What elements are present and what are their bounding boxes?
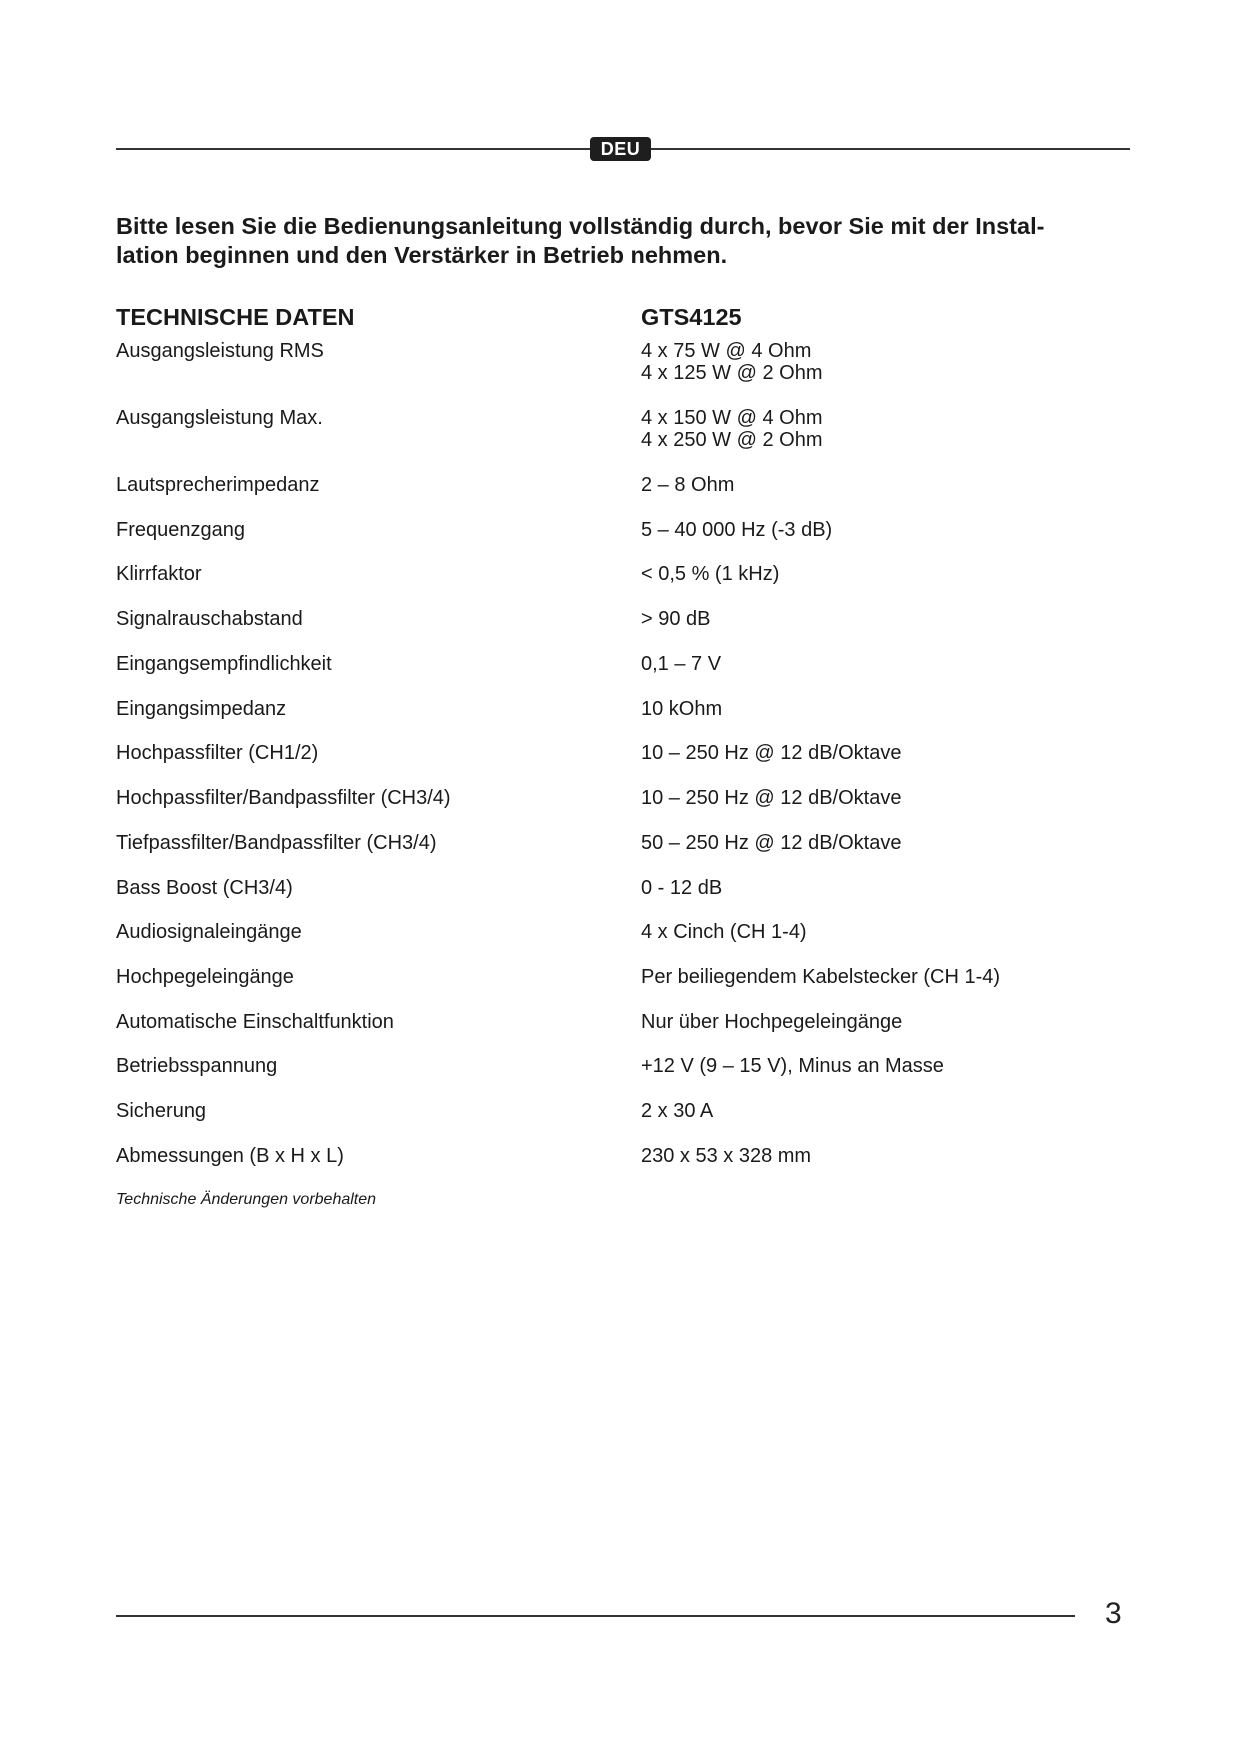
spec-values — [641, 340, 822, 384]
spec-label: Eingangsempfindlichkeit — [116, 653, 332, 675]
spec-label: Sicherung — [116, 1100, 207, 1122]
spec-value: 2 x 30 A — [641, 1100, 714, 1122]
spec-row — [116, 742, 1126, 787]
spec-value: 4 x 150 W @ 4 Ohm — [641, 407, 823, 429]
spec-values — [641, 966, 1000, 988]
spec-values — [641, 1011, 902, 1033]
spec-values — [641, 742, 901, 764]
spec-label: Klirrfaktor — [116, 563, 202, 585]
spec-row — [116, 966, 1126, 1011]
intro-paragraph — [116, 212, 1126, 270]
spec-value: 10 – 250 Hz @ 12 dB/Oktave — [641, 742, 902, 764]
spec-value: 4 x 125 W @ 2 Ohm — [641, 362, 823, 384]
spec-label: Automatische Einschaltfunktion — [116, 1011, 394, 1033]
spec-value: 10 – 250 Hz @ 12 dB/Oktave — [641, 787, 902, 809]
spec-label: Ausgangsleistung RMS — [116, 340, 324, 362]
spec-row — [116, 1100, 1126, 1145]
spec-row — [116, 474, 1126, 519]
spec-values — [641, 1145, 811, 1167]
spec-label: Lautsprecherimpedanz — [116, 474, 320, 496]
spec-row — [116, 787, 1126, 832]
spec-value: 10 kOhm — [641, 698, 723, 720]
spec-label: Ausgangsleistung Max. — [116, 407, 323, 429]
section-title: TECHNISCHE DATEN — [116, 304, 355, 330]
spec-value: 5 – 40 000 Hz (-3 dB) — [641, 519, 833, 541]
spec-row — [116, 519, 1126, 563]
spec-value: < 0,5 % (1 kHz) — [641, 563, 780, 585]
spec-value: +12 V (9 – 15 V), Minus an Masse — [641, 1055, 944, 1077]
spec-value: 230 x 53 x 328 mm — [641, 1145, 812, 1167]
spec-values — [641, 787, 901, 809]
spec-values — [641, 877, 722, 899]
spec-value: 4 x Cinch (CH 1-4) — [641, 921, 807, 943]
header-rule-right — [651, 148, 1130, 150]
spec-label: Abmessungen (B x H x L) — [116, 1145, 344, 1167]
spec-values — [641, 653, 721, 675]
spec-row — [116, 832, 1126, 877]
spec-values — [641, 563, 779, 585]
intro-line: Bitte lesen Sie die Bedienungsanleitung vollständig durch, bevor Sie mit der Instal- — [116, 213, 1045, 239]
spec-label: Hochpassfilter/Bandpassfilter (CH3/4) — [116, 787, 451, 809]
spec-label: Audiosignaleingänge — [116, 921, 302, 943]
spec-row — [116, 608, 1126, 653]
language-badge: DEU — [590, 137, 651, 161]
spec-value: 50 – 250 Hz @ 12 dB/Oktave — [641, 832, 902, 854]
spec-row — [116, 563, 1126, 608]
spec-label: Betriebsspannung — [116, 1055, 278, 1077]
spec-value: Per beiliegendem Kabelstecker (CH 1-4) — [641, 966, 1001, 988]
spec-value: 0,1 – 7 V — [641, 653, 722, 675]
spec-row — [116, 921, 1126, 966]
spec-label: Eingangsimpedanz — [116, 698, 287, 720]
spec-row — [116, 340, 1126, 407]
spec-label: Hochpassfilter (CH1/2) — [116, 742, 319, 764]
spec-label: Tiefpassfilter/Bandpassfilter (CH3/4) — [116, 832, 437, 854]
spec-row — [116, 407, 1126, 474]
spec-values — [641, 519, 832, 541]
spec-values — [641, 921, 807, 943]
header-rule-left — [116, 148, 590, 150]
spec-value: > 90 dB — [641, 608, 711, 630]
page-number: 3 — [1105, 1597, 1122, 1630]
spec-row — [116, 698, 1126, 742]
spec-row — [116, 1011, 1126, 1055]
spec-value: 2 – 8 Ohm — [641, 474, 735, 496]
spec-values — [641, 608, 711, 630]
spec-values — [641, 407, 822, 451]
spec-value: Nur über Hochpegeleingänge — [641, 1011, 903, 1033]
spec-value: 0 - 12 dB — [641, 877, 723, 899]
spec-row — [116, 1145, 1126, 1185]
spec-label: Frequenzgang — [116, 519, 245, 541]
spec-row — [116, 653, 1126, 698]
spec-values — [641, 1055, 944, 1077]
model-title: GTS4125 — [641, 304, 742, 330]
footer-rule — [116, 1615, 1075, 1617]
spec-values — [641, 698, 722, 720]
spec-row — [116, 877, 1126, 921]
spec-label: Signalrauschabstand — [116, 608, 303, 630]
spec-row — [116, 1055, 1126, 1100]
spec-label: Hochpegeleingänge — [116, 966, 294, 988]
spec-values — [641, 474, 734, 496]
footnote: Technische Änderungen vorbehalten — [116, 1191, 377, 1208]
spec-value: 4 x 250 W @ 2 Ohm — [641, 429, 823, 451]
intro-line: lation beginnen und den Verstärker in Betrieb nehmen. — [116, 242, 728, 268]
spec-table — [116, 340, 1126, 1185]
spec-label: Bass Boost (CH3/4) — [116, 877, 293, 899]
spec-values — [641, 1100, 713, 1122]
spec-value: 4 x 75 W @ 4 Ohm — [641, 340, 812, 362]
spec-values — [641, 832, 901, 854]
